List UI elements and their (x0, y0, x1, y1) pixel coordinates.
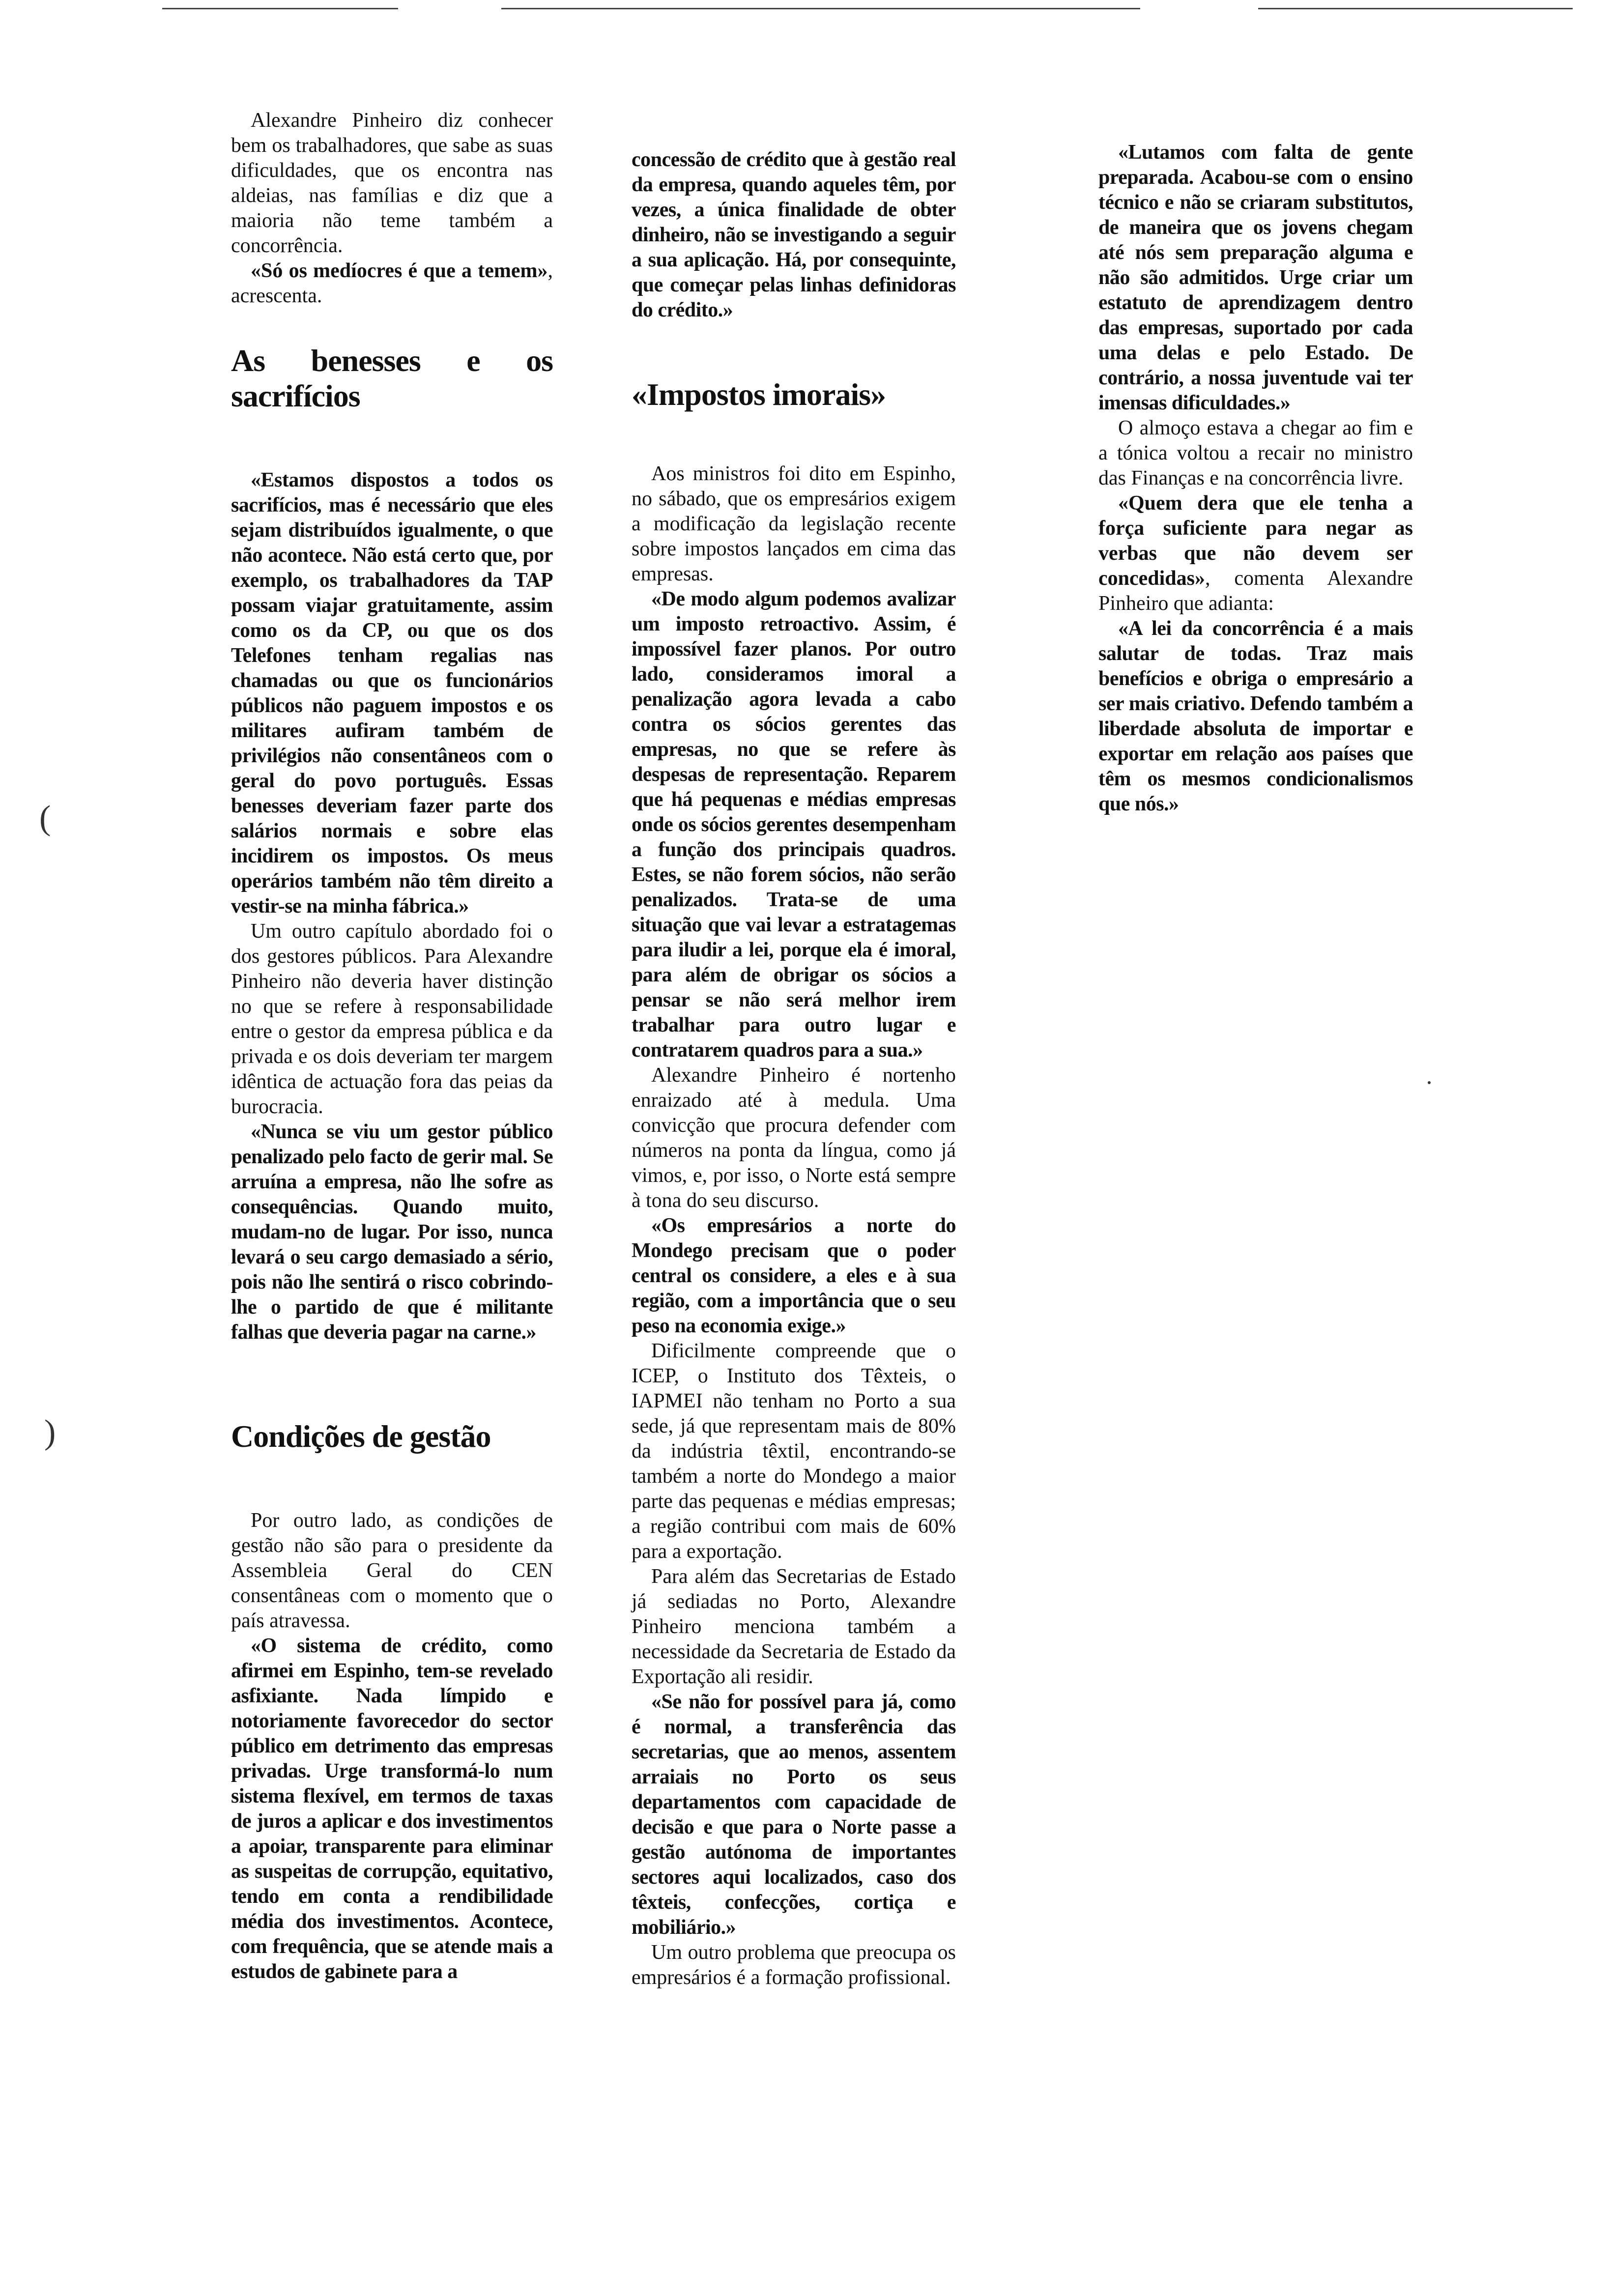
bold-quote: «Se não for possível para já, como é normal, a transferência das secretarias, que ao menos, assentem arraiais no Porto os seus departamentos com capacidade de decisão e que para o Norte passe a gestão autónoma de importantes sectores aqui localizados, caso dos têxteis, confecções, cortiça e mobiliário.» (632, 1691, 956, 1939)
inline-quote: «Quem dera que ele tenha a força suficiente para negar as verbas que não devem ser concedidas» (1098, 492, 1413, 590)
section-heading: Condições de gestão (231, 1419, 491, 1454)
punch-hole-mark-top: ( (39, 799, 51, 837)
paragraph: O almoço estava a chegar ao fim e a tónica voltou a recair no ministro das Finanças e na concorrência livre. (1098, 417, 1413, 489)
paragraph: Alexandre Pinheiro diz conhecer bem os trabalhadores, que sabe as suas dificuldades, que os encontra nas aldeias, nas famílias e diz que a maioria não teme também a concorrência. (231, 109, 553, 257)
paragraph: Alexandre Pinheiro é nortenho enraizado até à medula. Uma convicção que procura defender com números na ponta da língua, como já vimos, e, por isso, o Norte está sempre à tona do seu discurso. (632, 1064, 956, 1212)
column-1 (231, 108, 553, 1984)
section-heading: «Impostos imorais» (632, 377, 886, 412)
bold-quote: «A lei da concorrência é a mais salutar de todas. Traz mais benefícios e obriga o empresário a ser mais criativo. Defendo também a liberdade absoluta de importar e exportar em relação aos países que têm os mesmos condicionalismos que nós.» (1098, 617, 1413, 815)
top-rule-center (501, 8, 1140, 9)
inline-text: , comenta Alexandre Pinheiro que adianta: (1098, 567, 1413, 615)
column-3 (1098, 140, 1413, 817)
punch-hole-mark-bottom: ) (44, 1413, 56, 1451)
bold-quote: «Estamos dispostos a todos os sacrifícios, mas é necessário que eles sejam distribuídos igualmente, o que não acontece. Não está certo que, por exemplo, os trabalhadores da TAP possam viajar gratuitamente, assim como os da CP, ou que os dos Telefones tenham regalias nas chamadas ou que os funcionários públicos não paguem impostos e os militares aufiram também de privilégios não consentâneos com o geral do povo português. Essas benesses deveriam fazer parte dos salários normais e sobre elas incidirem os impostos. Os meus operários também não têm direito a vestir-se na minha fábrica.» (231, 469, 553, 918)
paragraph: Para além das Secretarias de Estado já sediadas no Porto, Alexandre Pinheiro menciona também a necessidade da Secretaria de Estado da Exportação ali residir. (632, 1565, 956, 1688)
column-2 (632, 147, 956, 1990)
paragraph (231, 258, 553, 309)
inline-text: , acrescenta. (231, 259, 553, 307)
inline-quote: «Só os medíocres é que a temem» (251, 259, 548, 282)
bold-quote: «De modo algum podemos avalizar um imposto retroactivo. Assim, é impossível fazer planos. Por outro lado, consideramos imoral a penalização agora levada a cabo contra os sócios gerentes das empresas, no que se refere às despesas de representação. Reparem que há pequenas e médias empresas onde os sócios gerentes desempenham a função dos principais quadros. Estes, se não forem sócios, não serão penalizados. Trata-se de uma situação que vai levar a estratagemas para iludir a lei, porque ela é imoral, para além de obrigar os sócios a pensar se não será melhor irem trabalhar para outro lugar e contratarem quadros para a sua.» (632, 588, 956, 1062)
top-rule-left (162, 8, 398, 9)
paragraph (1098, 491, 1413, 616)
paragraph: Aos ministros foi dito em Espinho, no sábado, que os empresários exigem a modificação da legislação recente sobre impostos lançados em cima das empresas. (632, 462, 956, 585)
bold-quote-continued: concessão de crédito que à gestão real da empresa, quando aqueles têm, por vezes, a única finalidade de obter dinheiro, não se investigando a seguir a sua aplicação. Há, por consequinte, que começar pelas linhas definidoras do crédito.» (632, 148, 956, 321)
paragraph: Um outro problema que preocupa os empresários é a formação profissional. (632, 1941, 956, 1989)
bold-quote: «Os empresários a norte do Mondego precisam que o poder central os considere, a eles e à sua região, com a importância que o seu peso na economia exige.» (632, 1214, 956, 1337)
bold-quote: «O sistema de crédito, como afirmei em Espinho, tem-se revelado asfixiante. Nada límpido e notoriamente favorecedor do sector público em detrimento das empresas privadas. Urge transformá-lo num sistema flexível, em termos de taxas de juros a aplicar e dos investimentos a apoiar, transparente para eliminar as suspeitas de corrupção, equitativo, tendo em conta a rendibilidade média dos investimentos. Acontece, com frequência, que se atende mais a estudos de gabinete para a (231, 1635, 553, 1983)
section-heading: As benesses e os sacrifícios (231, 343, 553, 413)
margin-dot (1428, 1081, 1431, 1084)
paragraph: Dificilmente compreende que o ICEP, o Instituto dos Têxteis, o IAPMEI não tenham no Porto a sua sede, já que representam mais de 80% da indústria têxtil, encontrando-se também a norte do Mondego a maior parte das pequenas e médias empresas; a região contribui com mais de 60% para a exportação. (632, 1340, 956, 1563)
top-rule-right (1258, 8, 1573, 9)
bold-quote: «Nunca se viu um gestor público penalizado pelo facto de gerir mal. Se arruína a empresa, não lhe sofre as consequências. Quando muito, mudam-no de lugar. Por isso, nunca levará o seu cargo demasiado a sério, pois não lhe sentirá o risco cobrindo-lhe o partido de que é militante falhas que deveria pagar na carne.» (231, 1120, 553, 1344)
paragraph: Um outro capítulo abordado foi o dos gestores públicos. Para Alexandre Pinheiro não deveria haver distinção no que se refere à responsabilidade entre o gestor da empresa pública e da privada e os dois deveriam ter margem idêntica de actuação fora das peias da burocracia. (231, 920, 553, 1118)
paragraph: Por outro lado, as condições de gestão não são para o presidente da Assembleia Geral do CEN consentâneas com o momento que o país atravessa. (231, 1509, 553, 1632)
bold-quote: «Lutamos com falta de gente preparada. Acabou-se com o ensino técnico e não se criaram substitutos, de maneira que os jovens chegam até nós sem preparação alguma e não são admitidos. Urge criar um estatuto de aprendizagem dentro das empresas, suportado por cada uma delas e pelo Estado. De contrário, a nossa juventude vai ter imensas dificuldades.» (1098, 141, 1413, 414)
